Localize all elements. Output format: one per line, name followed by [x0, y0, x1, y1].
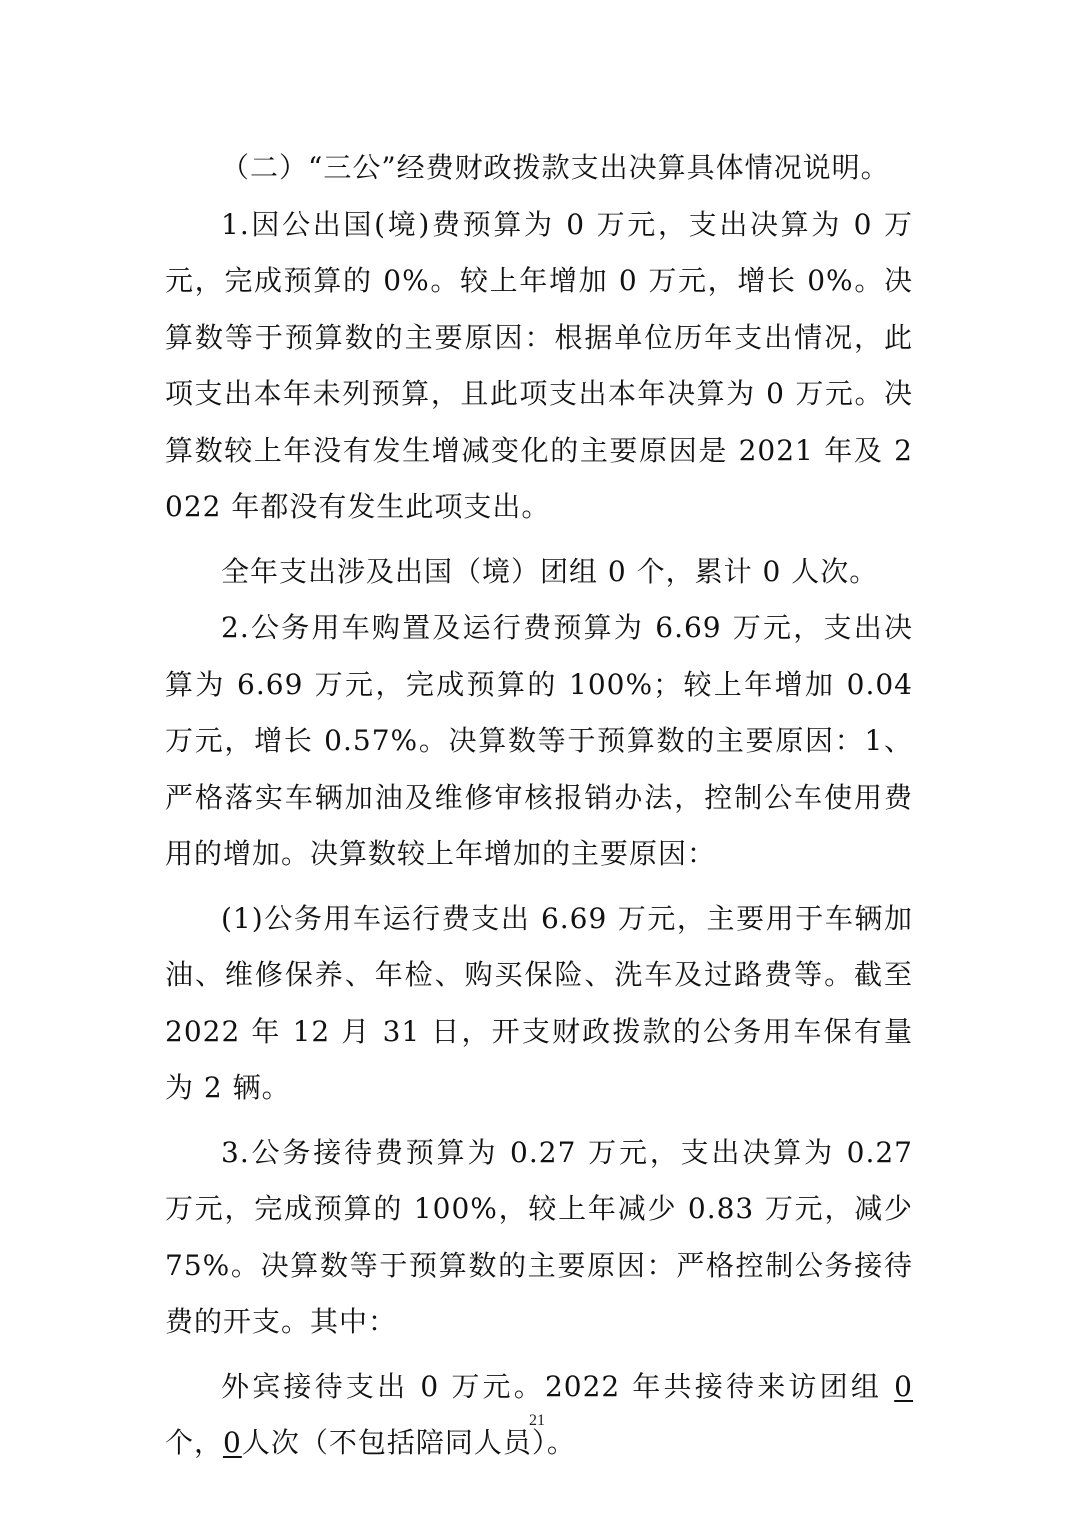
paragraph-reception-costs: 3.公务接待费预算为 0.27 万元，支出决算为 0.27 万元，完成预算的 100%，较上年减少 0.83 万元，减少 75%。决算数等于预算数的主要原因：严格控制公务接待费的开支。其中：: [165, 1135, 913, 1338]
groups-count: 0: [894, 1369, 913, 1403]
foreign-guests-suffix: 人次（不包括陪同人员）。: [241, 1426, 576, 1459]
people-count: 0: [223, 1426, 242, 1459]
paragraph-vehicle-costs: 2.公务用车购置及运行费预算为 6.69 万元，支出决算为 6.69 万元，完成预算的 100%；较上年增加 0.04 万元，增长 0.57%。决算数等于预算数的主要原因：1、严格落实车辆加油及维修审核报销办法，控制公车使用费用的增加。决算数较上年增加的主要原因：: [165, 611, 913, 870]
paragraph-vehicle-operation: (1)公务用车运行费支出 6.69 万元，主要用于车辆加油、维修保养、年检、购买保险、洗车及过路费等。截至 2022 年 12 月 31 日，开支财政拨款的公务用车保有量为 2 辆。: [165, 901, 913, 1104]
page-number: 21: [529, 1412, 545, 1429]
document-body: [165, 140, 913, 1472]
paragraph-overseas-travel: 1.因公出国(境)费预算为 0 万元，支出决算为 0 万元，完成预算的 0%。较上年增加 0 万元，增长 0%。决算数等于预算数的主要原因：根据单位历年支出情况，此项支出本年未列预算，且此项支出本年决算为 0 万元。决算数较上年没有发生增减变化的主要原因是 2021 年及 2022 年都没有发生此项支出。: [165, 207, 913, 523]
paragraph-overseas-groups: 全年支出涉及出国（境）团组 0 个，累计 0 人次。: [221, 554, 879, 588]
section-heading: （二）“三公”经费财政拨款支出决算具体情况说明。: [221, 151, 890, 184]
foreign-guests-prefix: 外宾接待支出 0 万元。2022 年共接待来访团组: [221, 1369, 895, 1403]
foreign-guests-middle: 个，: [165, 1426, 224, 1459]
